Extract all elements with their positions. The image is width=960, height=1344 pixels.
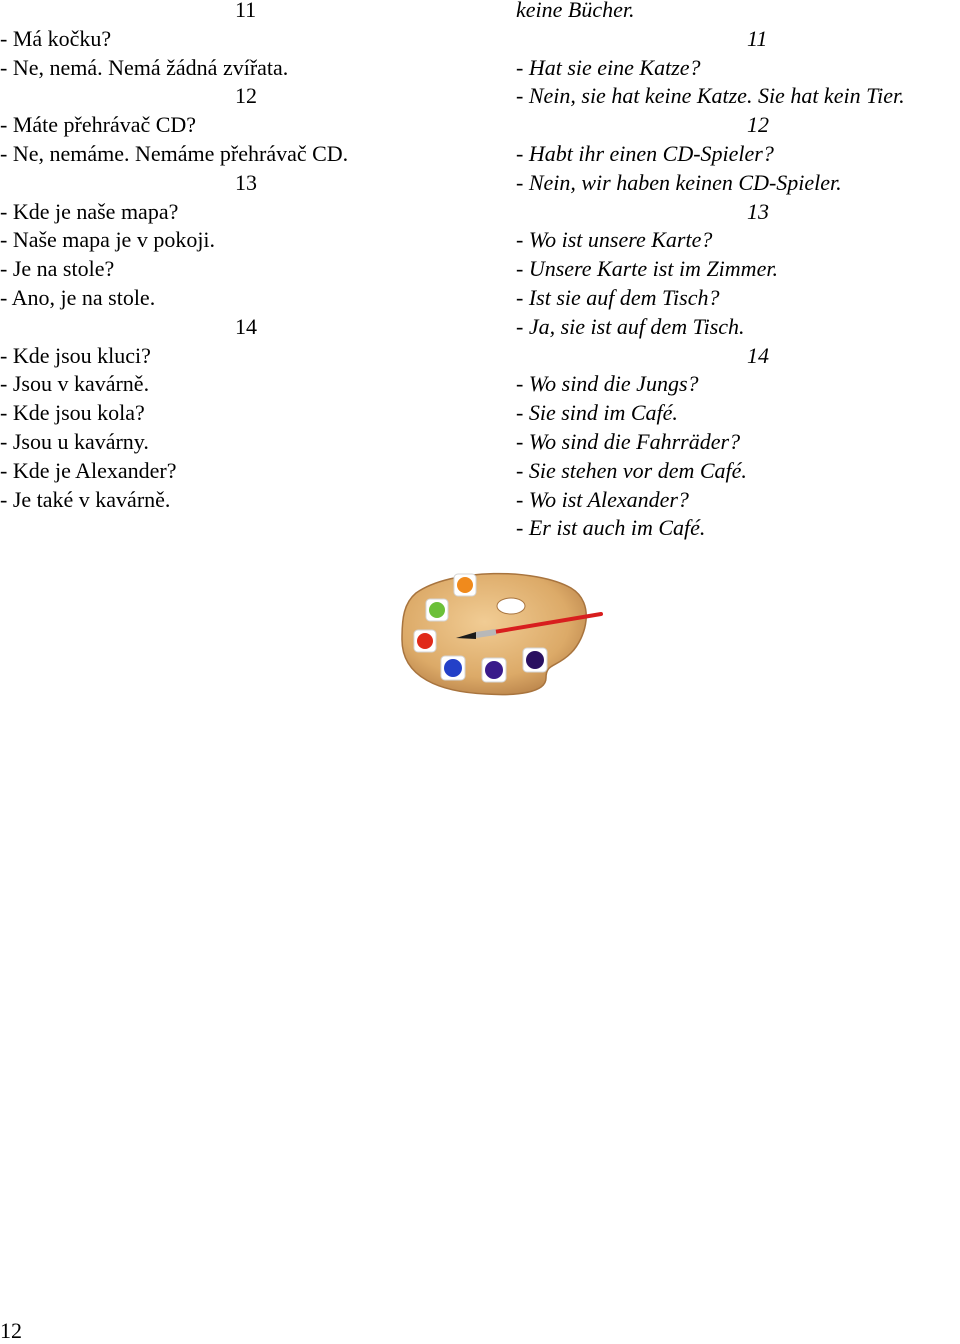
paint-palette-icon xyxy=(396,568,606,698)
exercise-number: 11 xyxy=(747,25,768,51)
dialogue-line: - Je na stole? xyxy=(0,256,115,282)
dialogue-line: - Hat sie eine Katze? xyxy=(516,54,701,80)
exercise-number: 11 xyxy=(235,0,257,22)
paint-violet xyxy=(526,651,544,669)
dialogue-line: - Unsere Karte ist im Zimmer. xyxy=(516,256,778,282)
dialogue-line: - Wo ist Alexander? xyxy=(516,486,689,512)
dialogue-line: - Kde jsou kola? xyxy=(0,400,145,426)
exercise-number: 13 xyxy=(747,198,769,224)
exercise-number: 12 xyxy=(747,112,769,138)
dialogue-line: - Er ist auch im Café. xyxy=(516,515,706,541)
dialogue-line: - Nein, wir haben keinen CD-Spieler. xyxy=(516,169,842,195)
paint-green xyxy=(429,602,445,618)
czech-column xyxy=(0,0,500,514)
german-column xyxy=(516,0,960,543)
dialogue-line: - Jsou u kavárny. xyxy=(0,428,149,454)
paint-red xyxy=(417,633,433,649)
dialogue-line: - Je také v kavárně. xyxy=(0,486,171,512)
paint-orange xyxy=(457,577,473,593)
exercise-number: 13 xyxy=(235,169,257,195)
paint-blue xyxy=(444,659,462,677)
dialogue-line: - Kde je naše mapa? xyxy=(0,198,179,224)
dialogue-line: - Máte přehrávač CD? xyxy=(0,112,197,138)
dialogue-line: - Ja, sie ist auf dem Tisch. xyxy=(516,313,745,339)
dialogue-line: - Habt ihr einen CD-Spieler? xyxy=(516,140,774,166)
dialogue-line: - Wo sind die Jungs? xyxy=(516,371,699,397)
dialogue-line: - Ano, je na stole. xyxy=(0,284,156,310)
page-number: 12 xyxy=(0,1318,22,1343)
dialogue-line: - Jsou v kavárně. xyxy=(0,371,150,397)
dialogue-line: - Kde je Alexander? xyxy=(0,457,177,483)
dialogue-line: keine Bücher. xyxy=(516,0,635,22)
dialogue-line: - Wo sind die Fahrräder? xyxy=(516,428,741,454)
exercise-number: 14 xyxy=(747,342,769,368)
exercise-number: 14 xyxy=(235,313,257,339)
dialogue-line: - Ist sie auf dem Tisch? xyxy=(516,284,720,310)
dialogue-line: - Naše mapa je v pokoji. xyxy=(0,227,216,253)
palette-thumb-hole xyxy=(497,598,525,614)
dialogue-line: - Nein, sie hat keine Katze. Sie hat kein Tier. xyxy=(516,83,905,109)
dialogue-line: - Kde jsou kluci? xyxy=(0,342,151,368)
dialogue-line: - Sie sind im Café. xyxy=(516,400,678,426)
exercise-number: 12 xyxy=(235,83,257,109)
dialogue-line: - Ne, nemáme. Nemáme přehrávač CD. xyxy=(0,140,349,166)
dialogue-line: - Sie stehen vor dem Café. xyxy=(516,457,747,483)
dialogue-line: - Ne, nemá. Nemá žádná zvířata. xyxy=(0,54,289,80)
dialogue-line: - Má kočku? xyxy=(0,25,112,51)
dialogue-line: - Wo ist unsere Karte? xyxy=(516,227,713,253)
paint-purple xyxy=(485,661,503,679)
